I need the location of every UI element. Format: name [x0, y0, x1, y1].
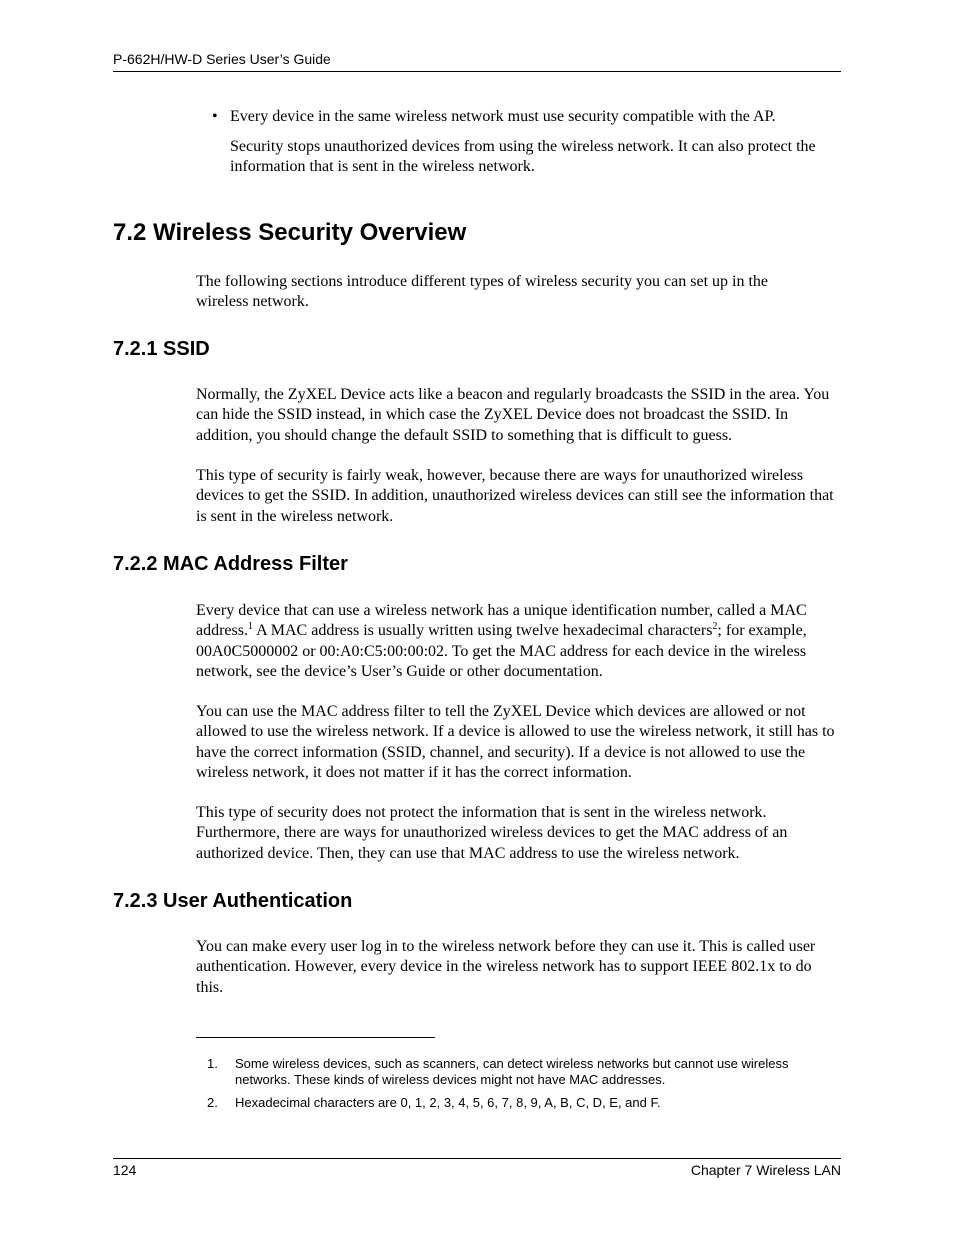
ssid-paragraph-1: Normally, the ZyXEL Device acts like a beacon and regularly broadcasts the SSID in the area. You can hide the SSID instead, in which case the ZyXEL Device does not broadcast the SSID. In addition, you should change the default SSID to something that is difficult to guess. [196, 386, 830, 444]
ssid-paragraph-2: This type of security is fairly weak, however, because there are ways for unauthorized wireless devices to get the SSID. In addition, unauthorized wireless devices can still see the information that is sent in the wireless network. [196, 467, 834, 525]
footnote-ref-2[interactable]: 2 [712, 621, 718, 633]
bullet-text: Every device in the same wireless network must use security compatible with the AP. [230, 108, 776, 125]
footnote-number: 1. [207, 1056, 218, 1071]
header-rule [113, 71, 841, 72]
intro-paragraph: Security stops unauthorized devices from using the wireless network. It can also protect the information that is sent in the wireless network. [230, 138, 816, 176]
footnote-rule [196, 1037, 435, 1038]
auth-paragraph: You can make every user log in to the wireless network before they can use it. This is called user authentication. However, every device in the wireless network has to support IEEE 802.1x to do this. [196, 938, 816, 996]
footnote-2 [207, 1095, 847, 1111]
bullet-marker: • [212, 108, 218, 125]
footnote-number: 2. [207, 1095, 218, 1110]
footnote-text: Some wireless devices, such as scanners, can detect wireless networks but cannot use wireless networks. These kinds of wireless devices might not have MAC addresses. [235, 1056, 789, 1087]
page-number: 124 [113, 1162, 137, 1178]
running-header: P-662H/HW-D Series User’s Guide [113, 51, 331, 67]
chapter-title: Chapter 7 Wireless LAN [690, 1162, 841, 1178]
footnote-text: Hexadecimal characters are 0, 1, 2, 3, 4, 5, 6, 7, 8, 9, A, B, C, D, E, and F. [235, 1095, 661, 1110]
auth-heading: 7.2.3 User Authentication [113, 890, 353, 912]
mac-paragraph-3: This type of security does not protect the information that is sent in the wireless network. Furthermore, there are ways for unauthorized wireless devices to get the MAC address of an authorized device. Then, they can use that MAC address to use the wireless network. [196, 804, 788, 862]
mac-heading: 7.2.2 MAC Address Filter [113, 553, 348, 575]
section-heading: 7.2 Wireless Security Overview [113, 219, 467, 246]
footnote-1 [207, 1056, 847, 1087]
mac-paragraph-2: You can use the MAC address filter to tell the ZyXEL Device which devices are allowed or not allowed to use the wireless network. If a device is allowed to use the wireless network, it still has to have the correct information (SSID, channel, and security). If a device is not allowed to use the wireless network, it does not matter if it has the correct information. [196, 703, 835, 781]
mac-paragraph-1: Every device that can use a wireless network has a unique identification number, called a MAC address.$^1$ A MAC address is usually written using twelve hexadecimal characters$^2$; for example, 00A0C5000002 or 00:A0:C5:00:00:02. To get the MAC address for each device in the wireless network, see the device’s User’s Guide or other documentation. [196, 602, 807, 680]
ssid-heading: 7.2.1 SSID [113, 338, 210, 360]
footnote-ref-1[interactable]: 1 [247, 621, 253, 633]
section-paragraph: The following sections introduce different types of wireless security you can set up in the wireless network. [196, 273, 768, 311]
footer-rule [113, 1158, 841, 1159]
